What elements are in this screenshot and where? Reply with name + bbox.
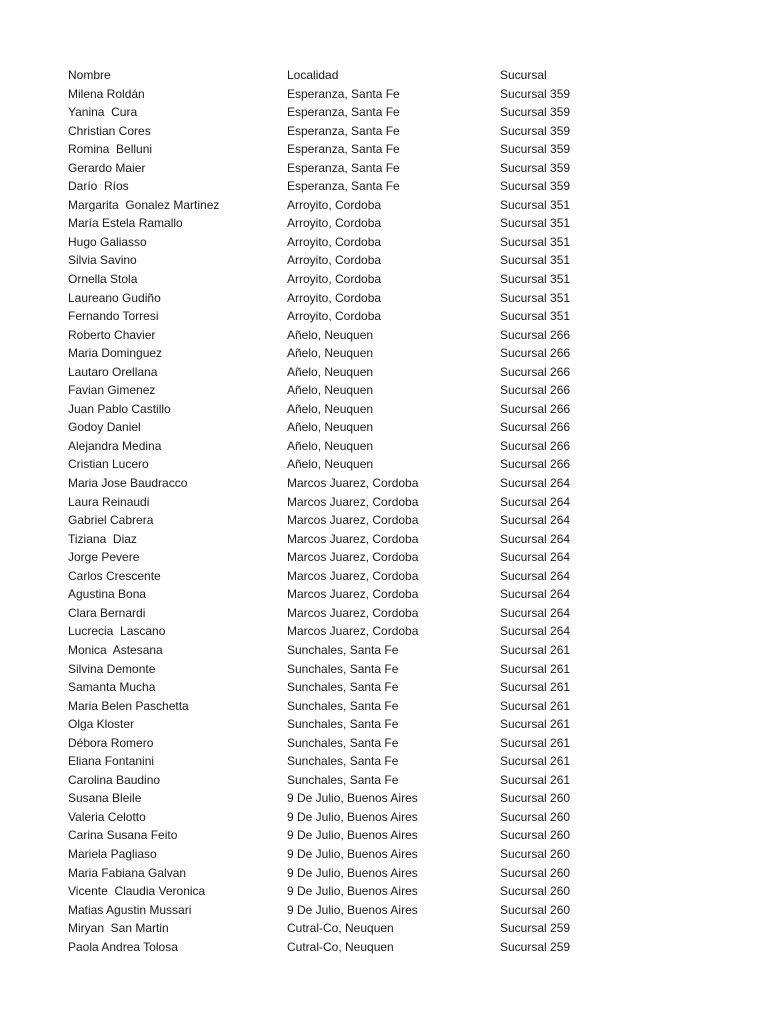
cell-nombre: Roberto Chavier bbox=[68, 327, 156, 342]
cell-sucursal: Sucursal 266 bbox=[500, 346, 571, 361]
table-row bbox=[68, 196, 628, 215]
cell-nombre: Susana Bleile bbox=[68, 791, 142, 806]
cell-localidad: Sunchales, Santa Fe bbox=[287, 735, 399, 750]
cell-nombre: María Estela Ramallo bbox=[68, 216, 183, 231]
column-header-localidad: Localidad bbox=[287, 68, 339, 82]
table-row bbox=[68, 344, 628, 363]
cell-localidad: 9 De Julio, Buenos Aires bbox=[287, 846, 418, 861]
cell-nombre: Monica Astesana bbox=[68, 642, 163, 657]
cell-sucursal: Sucursal 260 bbox=[500, 846, 571, 861]
cell-localidad: 9 De Julio, Buenos Aires bbox=[287, 828, 418, 843]
table-row bbox=[68, 511, 628, 530]
cell-nombre: Miryan San Martin bbox=[68, 921, 169, 936]
cell-nombre: Gabriel Cabrera bbox=[68, 513, 154, 528]
cell-nombre: Lautaro Orellana bbox=[68, 364, 158, 379]
table-row bbox=[68, 400, 628, 419]
cell-nombre: Matias Agustin Mussari bbox=[68, 902, 192, 917]
table-row bbox=[68, 474, 628, 493]
cell-localidad: Arroyito, Cordoba bbox=[287, 216, 382, 231]
cell-nombre: Yanina Cura bbox=[68, 105, 138, 120]
cell-sucursal: Sucursal 261 bbox=[500, 642, 571, 657]
table-row bbox=[68, 289, 628, 308]
cell-nombre: Laura Reinaudi bbox=[68, 494, 150, 509]
table-row bbox=[68, 418, 628, 437]
cell-localidad: Sunchales, Santa Fe bbox=[287, 661, 399, 676]
table-row bbox=[68, 493, 628, 512]
cell-nombre: Godoy Daniel bbox=[68, 420, 141, 435]
cell-nombre: Tiziana Diaz bbox=[68, 531, 137, 546]
table-row bbox=[68, 437, 628, 456]
cell-localidad: Marcos Juarez, Cordoba bbox=[287, 587, 419, 602]
cell-sucursal: Sucursal 259 bbox=[500, 921, 571, 936]
cell-localidad: Arroyito, Cordoba bbox=[287, 253, 382, 268]
cell-nombre: Vicente Claudia Veronica bbox=[68, 884, 206, 899]
table-row bbox=[68, 882, 628, 901]
cell-nombre: Carina Susana Feito bbox=[68, 828, 178, 843]
cell-nombre: Fernando Torresi bbox=[68, 309, 159, 324]
cell-localidad: Añelo, Neuquen bbox=[287, 401, 374, 416]
cell-localidad: 9 De Julio, Buenos Aires bbox=[287, 791, 418, 806]
table-row bbox=[68, 122, 628, 141]
cell-localidad: Añelo, Neuquen bbox=[287, 420, 374, 435]
cell-sucursal: Sucursal 260 bbox=[500, 884, 571, 899]
cell-sucursal: Sucursal 351 bbox=[500, 272, 571, 287]
cell-nombre: Silvina Demonte bbox=[68, 661, 156, 676]
cell-sucursal: Sucursal 261 bbox=[500, 735, 571, 750]
cell-sucursal: Sucursal 261 bbox=[500, 698, 571, 713]
cell-nombre: Clara Bernardi bbox=[68, 605, 146, 620]
cell-nombre: Maria Fabiana Galvan bbox=[68, 865, 187, 880]
cell-nombre: Eliana Fontanini bbox=[68, 754, 155, 769]
table-row bbox=[68, 103, 628, 122]
cell-localidad: Esperanza, Santa Fe bbox=[287, 105, 400, 120]
cell-localidad: 9 De Julio, Buenos Aires bbox=[287, 902, 418, 917]
cell-localidad: Arroyito, Cordoba bbox=[287, 309, 382, 324]
cell-nombre: Carlos Crescente bbox=[68, 568, 161, 583]
cell-sucursal: Sucursal 261 bbox=[500, 680, 571, 695]
table-row bbox=[68, 567, 628, 586]
table-row bbox=[68, 771, 628, 790]
cell-sucursal: Sucursal 264 bbox=[500, 624, 571, 639]
table-header-row bbox=[68, 66, 628, 85]
cell-sucursal: Sucursal 261 bbox=[500, 754, 571, 769]
cell-localidad: Marcos Juarez, Cordoba bbox=[287, 476, 419, 491]
cell-localidad: Sunchales, Santa Fe bbox=[287, 680, 399, 695]
table-row bbox=[68, 678, 628, 697]
cell-sucursal: Sucursal 261 bbox=[500, 772, 571, 787]
cell-localidad: 9 De Julio, Buenos Aires bbox=[287, 865, 418, 880]
table-row bbox=[68, 326, 628, 345]
cell-sucursal: Sucursal 264 bbox=[500, 513, 571, 528]
column-header-nombre: Nombre bbox=[68, 68, 111, 82]
cell-localidad: Añelo, Neuquen bbox=[287, 438, 374, 453]
cell-localidad: Marcos Juarez, Cordoba bbox=[287, 550, 419, 565]
cell-sucursal: Sucursal 359 bbox=[500, 123, 571, 138]
table-row bbox=[68, 938, 628, 957]
cell-localidad: Marcos Juarez, Cordoba bbox=[287, 531, 419, 546]
cell-sucursal: Sucursal 359 bbox=[500, 160, 571, 175]
cell-sucursal: Sucursal 266 bbox=[500, 420, 571, 435]
table-row bbox=[68, 307, 628, 326]
table-row bbox=[68, 214, 628, 233]
cell-sucursal: Sucursal 266 bbox=[500, 364, 571, 379]
table-row bbox=[68, 159, 628, 178]
table-row bbox=[68, 641, 628, 660]
table-row bbox=[68, 789, 628, 808]
cell-nombre: Maria Jose Baudracco bbox=[68, 476, 188, 491]
cell-sucursal: Sucursal 351 bbox=[500, 253, 571, 268]
table-row bbox=[68, 381, 628, 400]
table-row bbox=[68, 363, 628, 382]
table-row bbox=[68, 864, 628, 883]
cell-nombre: Maria Belen Paschetta bbox=[68, 698, 189, 713]
cell-sucursal: Sucursal 264 bbox=[500, 531, 571, 546]
cell-nombre: Juan Pablo Castillo bbox=[68, 401, 171, 416]
cell-sucursal: Sucursal 266 bbox=[500, 438, 571, 453]
cell-localidad: Añelo, Neuquen bbox=[287, 346, 374, 361]
table-row bbox=[68, 270, 628, 289]
cell-sucursal: Sucursal 259 bbox=[500, 939, 571, 954]
cell-sucursal: Sucursal 260 bbox=[500, 902, 571, 917]
cell-sucursal: Sucursal 264 bbox=[500, 605, 571, 620]
cell-localidad: Esperanza, Santa Fe bbox=[287, 123, 400, 138]
cell-sucursal: Sucursal 351 bbox=[500, 290, 571, 305]
cell-nombre: Débora Romero bbox=[68, 735, 154, 750]
cell-sucursal: Sucursal 359 bbox=[500, 86, 571, 101]
cell-sucursal: Sucursal 264 bbox=[500, 550, 571, 565]
table-row bbox=[68, 734, 628, 753]
cell-localidad: Esperanza, Santa Fe bbox=[287, 142, 400, 157]
cell-nombre: Favian Gimenez bbox=[68, 383, 156, 398]
cell-localidad: Arroyito, Cordoba bbox=[287, 272, 382, 287]
cell-nombre: Darío Ríos bbox=[68, 179, 129, 194]
cell-nombre: Alejandra Medina bbox=[68, 438, 162, 453]
cell-nombre: Olga Kloster bbox=[68, 717, 135, 732]
table-row bbox=[68, 901, 628, 920]
table-row bbox=[68, 715, 628, 734]
cell-sucursal: Sucursal 264 bbox=[500, 494, 571, 509]
table-row bbox=[68, 919, 628, 938]
cell-sucursal: Sucursal 351 bbox=[500, 309, 571, 324]
table-body bbox=[68, 85, 628, 957]
table-row bbox=[68, 251, 628, 270]
cell-nombre: Samanta Mucha bbox=[68, 680, 156, 695]
employee-table bbox=[68, 66, 628, 956]
table-row bbox=[68, 808, 628, 827]
cell-nombre: Silvia Savino bbox=[68, 253, 137, 268]
cell-sucursal: Sucursal 261 bbox=[500, 717, 571, 732]
cell-localidad: 9 De Julio, Buenos Aires bbox=[287, 809, 418, 824]
cell-nombre: Margarita Gonalez Martinez bbox=[68, 197, 220, 212]
cell-sucursal: Sucursal 351 bbox=[500, 216, 571, 231]
table-row bbox=[68, 177, 628, 196]
cell-localidad: Añelo, Neuquen bbox=[287, 457, 374, 472]
table-row bbox=[68, 455, 628, 474]
cell-nombre: Valeria Celotto bbox=[68, 809, 146, 824]
cell-nombre: Laureano Gudiño bbox=[68, 290, 161, 305]
cell-sucursal: Sucursal 261 bbox=[500, 661, 571, 676]
table-row bbox=[68, 585, 628, 604]
cell-nombre: Jorge Pevere bbox=[68, 550, 140, 565]
cell-nombre: Lucrecia Lascano bbox=[68, 624, 166, 639]
cell-nombre: Mariela Pagliaso bbox=[68, 846, 157, 861]
cell-sucursal: Sucursal 351 bbox=[500, 234, 571, 249]
cell-localidad: Esperanza, Santa Fe bbox=[287, 160, 400, 175]
cell-localidad: Arroyito, Cordoba bbox=[287, 197, 382, 212]
cell-nombre: Agustina Bona bbox=[68, 587, 147, 602]
cell-sucursal: Sucursal 260 bbox=[500, 865, 571, 880]
cell-nombre: Gerardo Maier bbox=[68, 160, 146, 175]
table-row bbox=[68, 826, 628, 845]
cell-sucursal: Sucursal 264 bbox=[500, 476, 571, 491]
cell-nombre: Milena Roldán bbox=[68, 86, 145, 101]
table-row bbox=[68, 845, 628, 864]
cell-sucursal: Sucursal 260 bbox=[500, 828, 571, 843]
cell-sucursal: Sucursal 351 bbox=[500, 197, 571, 212]
table-row bbox=[68, 622, 628, 641]
table-row bbox=[68, 530, 628, 549]
table-row bbox=[68, 233, 628, 252]
cell-localidad: 9 De Julio, Buenos Aires bbox=[287, 884, 418, 899]
table-row bbox=[68, 697, 628, 716]
cell-nombre: Cristian Lucero bbox=[68, 457, 149, 472]
cell-nombre: Hugo Galiasso bbox=[68, 234, 147, 249]
cell-localidad: Sunchales, Santa Fe bbox=[287, 642, 399, 657]
cell-localidad: Sunchales, Santa Fe bbox=[287, 698, 399, 713]
cell-localidad: Sunchales, Santa Fe bbox=[287, 717, 399, 732]
cell-sucursal: Sucursal 266 bbox=[500, 457, 571, 472]
cell-nombre: Maria Dominguez bbox=[68, 346, 163, 361]
cell-nombre: Ornella Stola bbox=[68, 272, 138, 287]
table-row bbox=[68, 85, 628, 104]
table-row bbox=[68, 752, 628, 771]
cell-sucursal: Sucursal 260 bbox=[500, 791, 571, 806]
cell-localidad: Añelo, Neuquen bbox=[287, 383, 374, 398]
cell-localidad: Arroyito, Cordoba bbox=[287, 234, 382, 249]
cell-localidad: Marcos Juarez, Cordoba bbox=[287, 624, 419, 639]
cell-nombre: Paola Andrea Tolosa bbox=[68, 939, 178, 954]
cell-sucursal: Sucursal 266 bbox=[500, 327, 571, 342]
cell-localidad: Añelo, Neuquen bbox=[287, 327, 374, 342]
cell-localidad: Arroyito, Cordoba bbox=[287, 290, 382, 305]
cell-sucursal: Sucursal 359 bbox=[500, 105, 571, 120]
cell-nombre: Christian Cores bbox=[68, 123, 151, 138]
cell-localidad: Marcos Juarez, Cordoba bbox=[287, 513, 419, 528]
cell-sucursal: Sucursal 266 bbox=[500, 383, 571, 398]
cell-localidad: Sunchales, Santa Fe bbox=[287, 772, 399, 787]
cell-nombre: Romina Belluni bbox=[68, 142, 153, 157]
cell-localidad: Marcos Juarez, Cordoba bbox=[287, 494, 419, 509]
table-row bbox=[68, 548, 628, 567]
column-header-sucursal: Sucursal bbox=[500, 68, 547, 82]
cell-localidad: Añelo, Neuquen bbox=[287, 364, 374, 379]
cell-localidad: Esperanza, Santa Fe bbox=[287, 86, 400, 101]
cell-localidad: Esperanza, Santa Fe bbox=[287, 179, 400, 194]
table-row bbox=[68, 140, 628, 159]
cell-sucursal: Sucursal 264 bbox=[500, 568, 571, 583]
cell-nombre: Carolina Baudino bbox=[68, 772, 161, 787]
cell-sucursal: Sucursal 264 bbox=[500, 587, 571, 602]
cell-sucursal: Sucursal 359 bbox=[500, 179, 571, 194]
cell-sucursal: Sucursal 359 bbox=[500, 142, 571, 157]
table-row bbox=[68, 660, 628, 679]
cell-sucursal: Sucursal 266 bbox=[500, 401, 571, 416]
cell-localidad: Sunchales, Santa Fe bbox=[287, 754, 399, 769]
cell-localidad: Marcos Juarez, Cordoba bbox=[287, 605, 419, 620]
cell-sucursal: Sucursal 260 bbox=[500, 809, 571, 824]
cell-localidad: Cutral-Co, Neuquen bbox=[287, 921, 394, 936]
cell-localidad: Marcos Juarez, Cordoba bbox=[287, 568, 419, 583]
cell-localidad: Cutral-Co, Neuquen bbox=[287, 939, 394, 954]
table-row bbox=[68, 604, 628, 623]
